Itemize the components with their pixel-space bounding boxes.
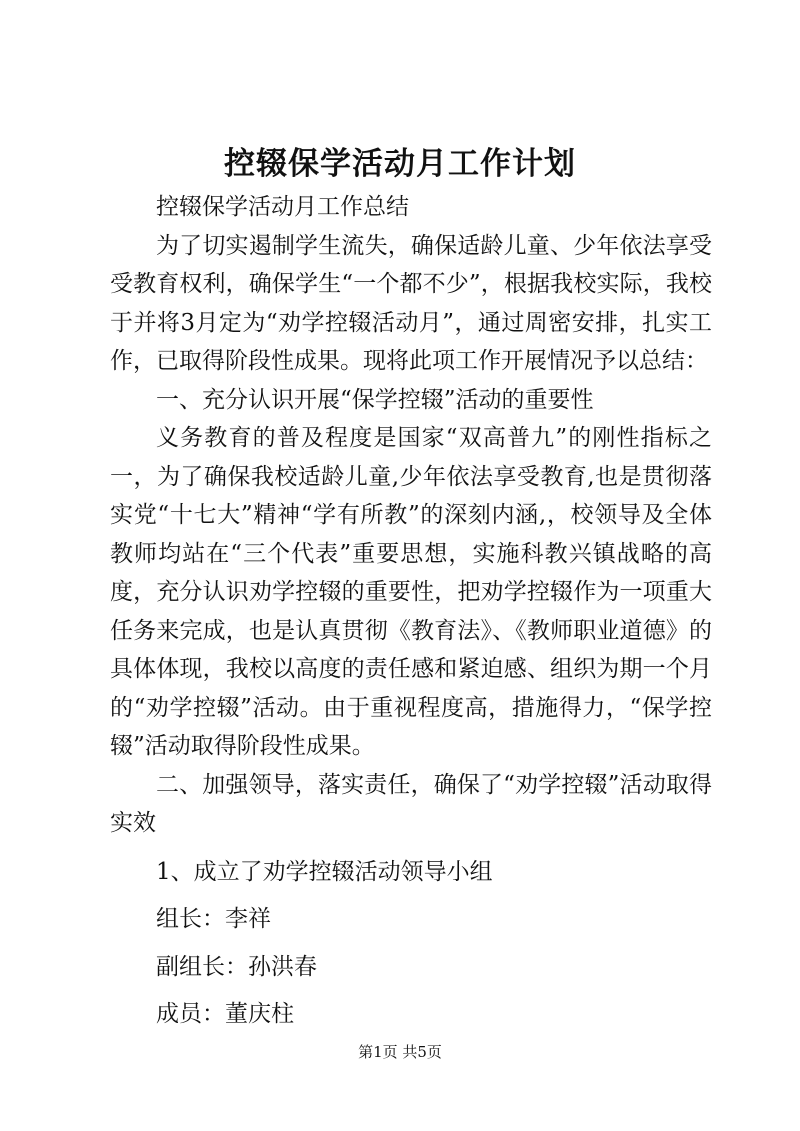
list-item-group: 1、成立了劝学控辍活动领导小组	[156, 858, 493, 885]
document-title: 控辍保学活动月工作计划	[224, 146, 576, 182]
paragraph-importance: 义务教育的普及程度是国家“双高普九”的刚性指标之一，为了确保我校适龄儿童,少年依法享受教育,也是贯彻落实党“十七大”精神“学有所教”的深刻内涵,，校领导及全体教师均站在“三个代表”重要思想，实施科教兴镇战略的高度，充分认识劝学控辍的重要性，把劝学控辍作为一项重大任务来完成，也是认真贯彻《教育法》、《教师职业道德》的具体体现，我校以高度的责任感和紧迫感、组织为期一个月的“劝学控辍”活动。由于重视程度高，措施得力，“保学控辍”活动取得阶段性成果。	[110, 425, 712, 759]
section-heading-1: 一、充分认识开展“保学控辍”活动的重要性	[156, 386, 594, 413]
list-item-leader: 组长：李祥	[156, 906, 271, 932]
paragraph-subtitle: 控辍保学活动月工作总结	[156, 194, 409, 220]
section-heading-2: 二、加强领导，落实责任，确保了“劝学控辍”活动取得实效	[110, 771, 712, 836]
list-item-member: 成员：董庆柱	[156, 1001, 294, 1027]
list-item-deputy: 副组长：孙洪春	[156, 953, 317, 980]
page-footer: 第1页 共5页	[358, 1043, 442, 1061]
document-body	[110, 188, 712, 1034]
paragraph-intro: 为了切实遏制学生流失，确保适龄儿童、少年依法享受受教育权利，确保学生“一个都不少”，根据我校实际，我校于并将3月定为“劝学控辍活动月”，通过周密安排，扎实工作，已取得阶段性成果。现将此项工作开展情况予以总结：	[110, 232, 712, 374]
